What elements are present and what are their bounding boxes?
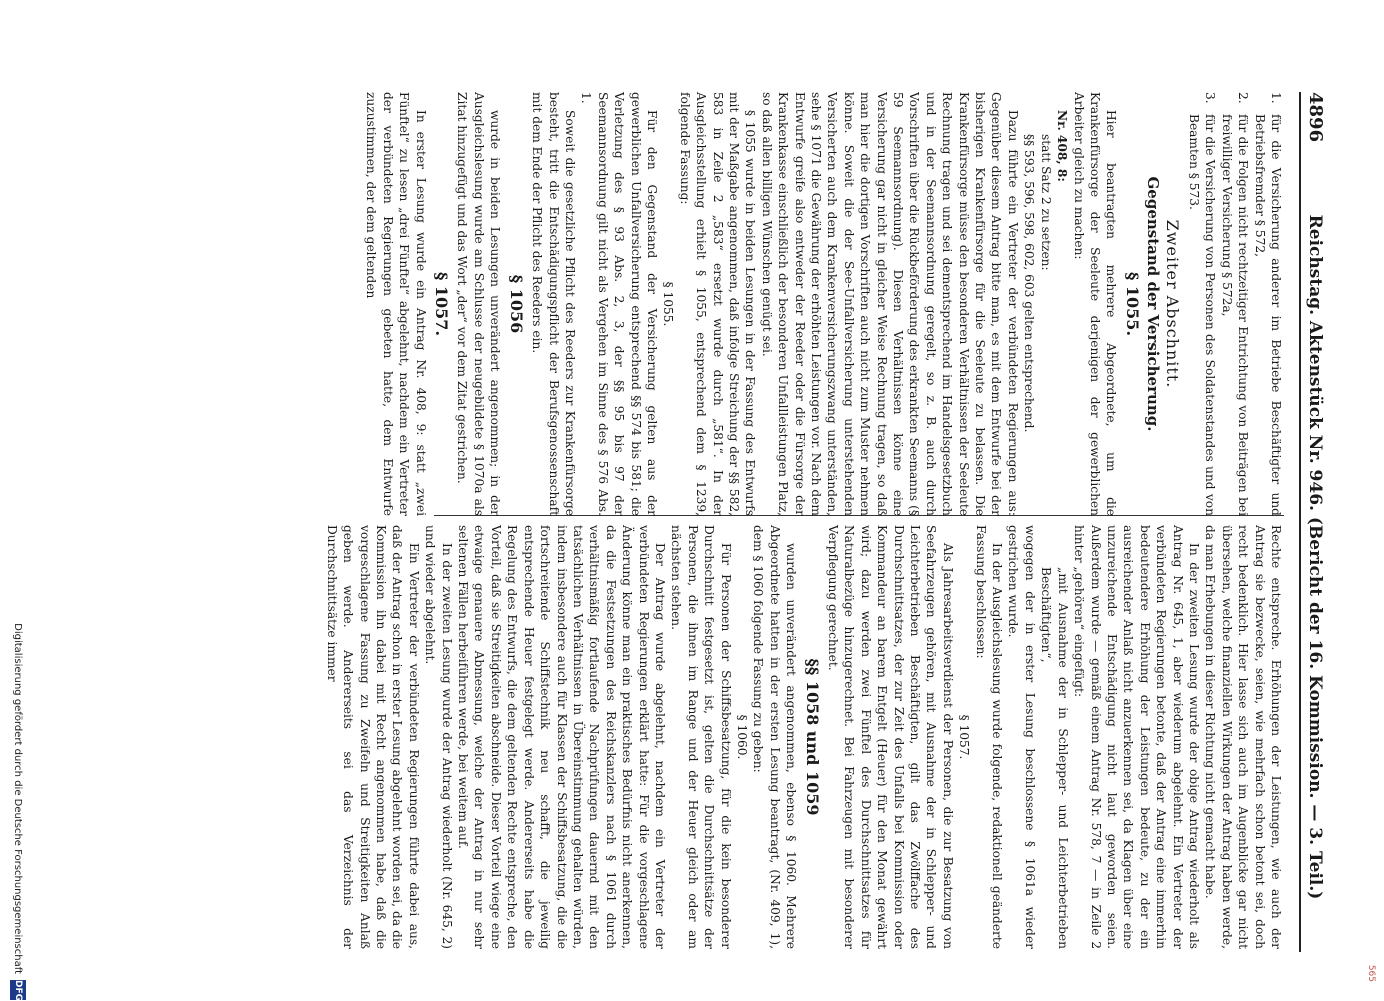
- body-text: In der zweiten Lesung wurde der obige Antrag wiederholt als Antrag Nr. 645, 1, aber wiederum abgelehnt. Ein Vertreter der verbündeten Regierungen betonte, daß der Antrag eine immerhin bedeutendere Erhöhung der Leistungen bedeute, zu der ein ausreichender Anlaß nicht anzuerkennen sei, da Klagen über eine unzureichende Entschädigung nicht laut geworden seien. Außerdem wurde — gemäß einem Antrag Nr. 578, 7 — in Zeile 2 hinter „gehören“ eingefügt:: [1072, 525, 1201, 949]
- body-text: In der Ausgleichslesung wurde folgende, redaktionell geänderte Fassung beschlossen:: [973, 525, 1005, 949]
- corner-mark: 565: [1366, 964, 1376, 982]
- body-text: wurde in beiden Lesungen unverändert angenommen; in der Ausgleichslesung wurde am Schlusse der neugebildete § 1070a als Zitat hinzugefügt und das Wort „der“ vor dem Zitat gestrichen.: [455, 92, 503, 516]
- body-text: Für Personen der Schiffsbesatzung, für die kein besonderer Durchschnitt festgesetzt ist, gelten die Durchschnittsätze der Personen, die ihnen im Range und der Heuer gleich oder am nächsten stehen.: [669, 525, 733, 949]
- paragraph-label: § 1055.: [661, 281, 676, 327]
- body-text: Soweit die gesetzliche Pflicht des Reeders zur Krankenfürsorge besteht, tritt die Entschädigungspflicht der Berufsgenossenschaft mit dem Ende der Pflicht des Reeders ein.: [530, 92, 577, 516]
- paragraph-label: § 1060.: [735, 714, 749, 760]
- body-text: Als Jahresarbeitsverdienst der Personen, die zur Besatzung von Seefahrzeugen gehören, mit Ausnahme der in Schlepper- und Leichterbetrieben Beschäftigten, gilt das Zwölffache des Durchschnittsatzes, der zur Zeit des Unfalls bei Kommission oder Kommandeur an barem Entgelt (Heuer) für den Monat gewährt wird; dazu werden zwei Fünftel des Durchschnittsatzes für Naturalbezüge hinzugerechnet. Bei Fahrzeugen mit besonderer Verpflegung gerechnet.: [826, 525, 955, 949]
- body-text: In erster Lesung wurde ein Antrag Nr. 408, 9: statt „zwei Fünftel“ zu lesen „drei Fünftel“ abgelehnt, nachdem ein Vertreter der verbündeten Regierungen gebeten hatte, dem Entwurfe zuzustimmen, der dem geltenden: [364, 92, 428, 516]
- list-item: 3. für die Versicherung von Personen des Soldatenstandes und von Beamten § 573.: [1186, 92, 1218, 516]
- body-text: „mit Ausnahme der in Schlepper- und Leichterbetrieben Beschäftigten“,: [1039, 567, 1070, 949]
- body-text: Rechte entspreche. Erhöhungen der Leistungen, wie auch der Antrag sie bezwecke, seien, wie mehrfach schon betont sei, doch recht bedenklich. Hier lasse sich auch im Augenblicke gar nicht übersehen, welche finanziellen Wirkungen der Antrag haben werde, da man Erhebungen in dieser Richtung nicht gemacht habe.: [1203, 525, 1283, 949]
- paragraph-heading: § 1057.: [432, 271, 452, 337]
- right-column: [323, 525, 1284, 949]
- page-number: 4896: [1305, 92, 1326, 143]
- page-title: Reichstag. Aktenstück Nr. 946. (Bericht der 16. Kommission. — 3. Teil.): [1305, 214, 1325, 900]
- paragraph-heading: § 1055.: [1122, 271, 1142, 337]
- body-text: §§ 593, 596, 598, 602, 603 gelten entsprechend.: [1022, 134, 1037, 433]
- body-text: Hier beantragten mehrere Abgeordnete, um die Krankenfürsorge der Seeleute derjenigen der gewerblichen Arbeiter gleich zu machen:: [1071, 92, 1119, 516]
- page-header: [1299, 92, 1339, 952]
- body-text: In der zweiten Lesung wurde der Antrag wiederholt (Nr. 645, 2) und wieder abgelehnt.: [423, 525, 454, 949]
- body-text: Für den Gegenstand der Versicherung gelten aus der gewerblichen Unfallversicherung entsprechend §§ 574 bis 581; die Verletzung des § 93 Abs. 2, 3, der §§ 95 bis 97 der Seemannsordnung gilt nicht als Vergehen im Sinne des § 576 Abs. 1.: [579, 92, 659, 516]
- paragraph-heading: §§ 1058 und 1059: [802, 658, 822, 816]
- body-text: Der Antrag wurde abgelehnt, nachdem ein Vertreter der verbündeten Regierungen erklärt hatte: Für die vorgeschlagene Änderung könne man ein praktisches Bedürfnis nicht anerkennen, da die Festsetzungen des Reichskanzlers nach § 1061 durch verhältnismäßig fortlaufende Nachprüfungen dauernd mit den tatsächlichen Verhältnissen in Übereinstimmung gehalten würden, indem insbesondere auch für Klassen der Schiffsbesatzung, die die fortschreitende Schiffstechnik neu schafft, die jeweilig entsprechende Heuer festgelegt werde. Andererseits habe die Regelung des Entwurfs, die dem geltenden Rechte entspreche, den Vorteil, daß sie Streitigkeiten abschneide. Dieser Vorteil wiege eine etwaige genauere Abmessung, welche der Antrag in nur sehr seltenen Fällen herbeiführen werde, bei weitem auf.: [456, 525, 667, 949]
- left-column: [363, 92, 1284, 516]
- paragraph-heading: § 1056: [506, 274, 526, 334]
- body-text: Nr. 408, 8:: [1055, 110, 1070, 182]
- list-item: 2. für die Folgen nicht rechtzeitiger Entrichtung von Beiträgen bei freiwilliger Versicherung § 572a,: [1219, 92, 1251, 516]
- dfg-logo-icon: DFG: [10, 980, 26, 1000]
- paragraph-label: § 1057.: [957, 714, 972, 760]
- digitization-footer: [7, 0, 29, 1000]
- digitization-note: Digitalisierung gefördert durch die Deutsche Forschungsgemeinschaft: [12, 623, 24, 974]
- body-text: Ein Vertreter der verbündeten Regierungen führte dabei aus, daß der Antrag schon in erster Lesung abgelehnt worden sei, da die Kommission ihn dabei mit Recht angenommen habe, daß die vorgeschlagene Fassung zu Zweifeln und Streitigkeiten Anlaß geben werde. Andererseits sei das Verzeichnis der Durchschnittsätze immer: [324, 525, 421, 949]
- body-text: § 1055 wurde in beiden Lesungen in der Fassung des Entwurfs mit der Maßgabe angenommen, daß infolge Streichung der §§ 582, 583 in Zeile 2 „583“ ersetzt wurde durch „581“. In der Ausgleichsstellung erhielt § 1055, entsprechend dem § 1239, folgende Fassung:: [677, 92, 758, 516]
- body-text: statt Satz 2 zu setzen:: [1038, 134, 1053, 271]
- body-text: wurden unverändert angenommen, ebenso § 1060. Mehrere Abgeordnete hatten in der ersten Lesung beantragt, (Nr. 409, 1), dem § 1060 folgende Fassung zu geben:: [751, 525, 799, 949]
- list-item: 1. für die Versicherung anderer im Betriebe Beschäftigter und Betriebsfremder § 572,: [1252, 92, 1283, 516]
- body-text: wogegen der in erster Lesung beschlossene § 1061a wieder gestrichen wurde.: [1006, 525, 1037, 949]
- section-subheading: Gegenstand der Versicherung.: [1144, 176, 1163, 432]
- section-heading: Zweiter Abschnitt.: [1162, 219, 1182, 389]
- body-text: Dazu führte ein Vertreter der verbündeten Regierungen aus: Gegenüber diesem Antrag bitte man, es mit dem Entwurfe bei der bisherigen Krankenfürsorge für die Seeleute zu belassen. Die Krankenfürsorge müsse den besonderen Verhältnissen der Seeleute Rechnung tragen und sei dementsprechend im Handelsgesetzbuch und in der Seemannsordnung geregelt, so z. B. auch durch Vorschriften über die Rückbeförderung des erkrankten Seemanns (§ 59 Seemannsordnung). Diesen Verhältnissen könne eine Versicherung gar nicht in gleicher Weise Rechnung tragen, so daß man hier die dortigen Vorschriften auch nicht zum Muster nehmen könne. Soweit die der See-Unfallversicherung unterstehenden Versicherten auch dem Krankenversicherungszwang unterständen, sehe § 1071 die Gewährung der erhöhten Leistungen vor. Nach dem Entwurfe greife also entweder der Reeder oder die Fürsorge der Krankenkasse einschließlich der besonderen Unfallleistungen Platz, so daß allen billigen Wünschen genügt sei.: [759, 92, 1020, 516]
